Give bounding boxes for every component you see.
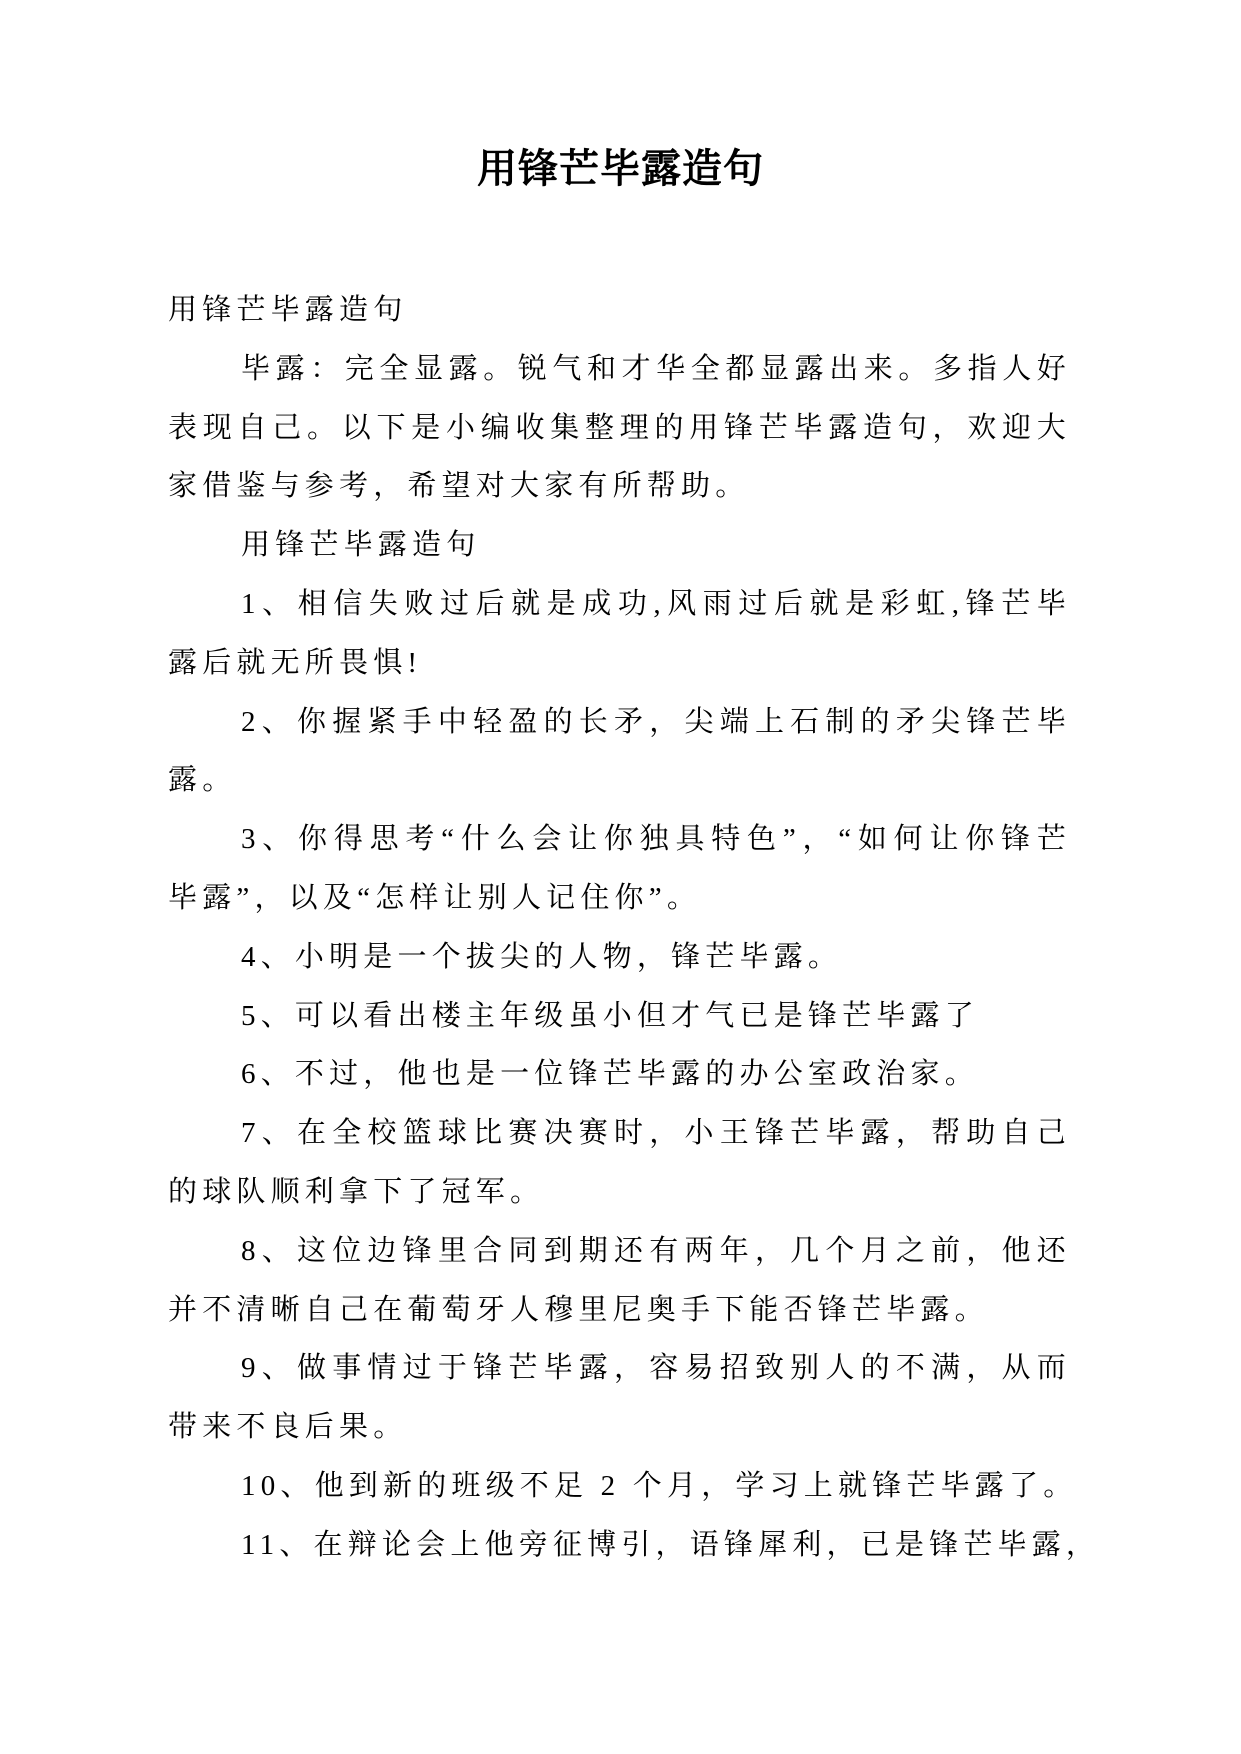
text-line: 8、这位边锋里合同到期还有两年，几个月之前，他还 (241, 1234, 1071, 1267)
text-line: 2、你握紧手中轻盈的长矛，尖端上石制的矛尖锋芒毕 (241, 705, 1071, 738)
text-line: 11、在辩论会上他旁征博引，语锋犀利，已是锋芒毕露， (241, 1528, 1101, 1561)
text-line: 4、小明是一个拔尖的人物，锋芒毕露。 (241, 940, 843, 973)
text-line: 毕露”，以及“怎样让别人记住你”。 (168, 881, 702, 914)
text-line: 并不清晰自己在葡萄牙人穆里尼奥手下能否锋芒毕露。 (168, 1293, 989, 1326)
text-line: 5、可以看出楼主年级虽小但才气已是锋芒毕露了 (241, 999, 979, 1032)
text-line: 9、做事情过于锋芒毕露，容易招致别人的不满，从而 (241, 1352, 1071, 1385)
text-line: 表现自己。以下是小编收集整理的用锋芒毕露造句，欢迎大 (168, 411, 1071, 444)
text-line: 用锋芒毕露造句 (168, 294, 408, 326)
text-line: 用锋芒毕露造句 (241, 529, 481, 562)
text-line: 7、在全校篮球比赛决赛时，小王锋芒毕露，帮助自己 (241, 1117, 1071, 1150)
text-line: 毕露：完全显露。锐气和才华全都显露出来。多指人好 (241, 352, 1071, 385)
text-line: 露。 (168, 764, 237, 797)
text-line: 露后就无所畏惧! (168, 646, 423, 679)
text-line: 10、他到新的班级不足 2 个月，学习上就锋芒毕露了。 (241, 1469, 1078, 1502)
text-line: 6、不过，他也是一位锋芒毕露的办公室政治家。 (241, 1058, 979, 1091)
text-line: 1、相信失败过后就是成功,风雨过后就是彩虹,锋芒毕 (241, 587, 1071, 620)
document-body (168, 281, 1101, 1575)
text-line: 的球队顺利拿下了冠军。 (168, 1175, 545, 1208)
text-line: 3、你得思考“什么会让你独具特色”，“如何让你锋芒 (241, 823, 1071, 856)
text-line: 带来不良后果。 (168, 1411, 408, 1444)
text-line: 家借鉴与参考，希望对大家有所帮助。 (168, 470, 750, 503)
document-title: 用锋芒毕露造句 (477, 146, 764, 191)
